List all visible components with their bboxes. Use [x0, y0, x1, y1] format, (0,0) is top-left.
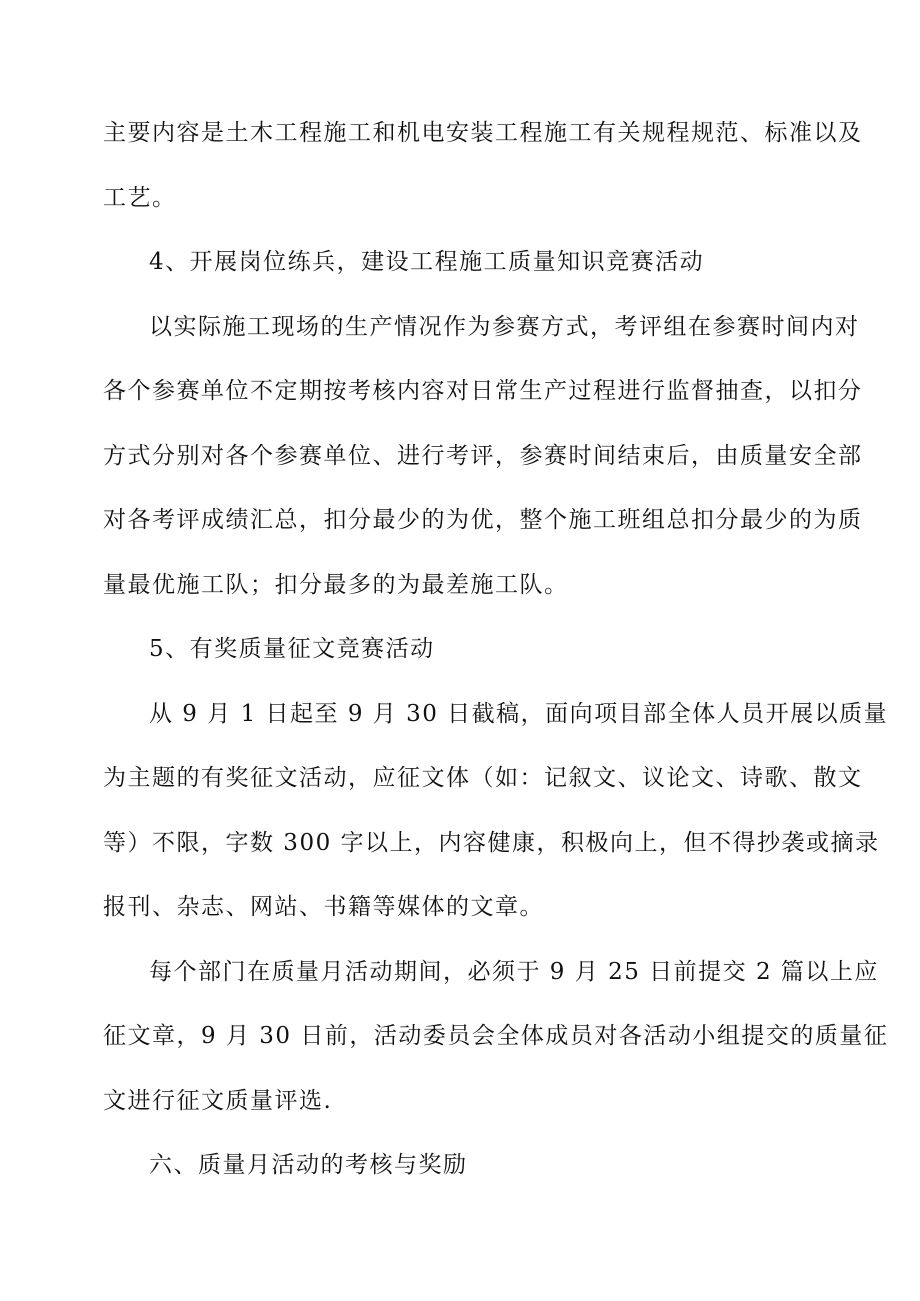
paragraph-line: 主要内容是土木工程施工和机电安装工程施工有关规程规范、标准以及	[103, 120, 863, 146]
paragraph-line: 征文章，9 月 30 日前，活动委员会全体成员对各活动小组提交的质量征	[103, 1023, 889, 1049]
paragraph-line: 各个参赛单位不定期按考核内容对日常生产过程进行监督抽查，以扣分	[103, 378, 863, 404]
paragraph-line: 工艺。	[103, 185, 177, 211]
section-heading: 六、质量月活动的考核与奖励	[149, 1152, 468, 1178]
paragraph-line: 方式分别对各个参赛单位、进行考评，参赛时间结束后，由质量安全部	[103, 443, 863, 469]
paragraph-line: 从 9 月 1 日起至 9 月 30 日截稿，面向项目部全体人员开展以质量	[149, 701, 889, 727]
paragraph-line: 对各考评成绩汇总，扣分最少的为优，整个施工班组总扣分最少的为质	[103, 507, 863, 533]
paragraph-line: 以实际施工现场的生产情况作为参赛方式，考评组在参赛时间内对	[149, 314, 860, 340]
paragraph-line: 量最优施工队；扣分最多的为最差施工队。	[103, 572, 569, 598]
section-heading: 5、有奖质量征文竞赛活动	[149, 636, 435, 662]
paragraph-line: 等）不限，字数 300 字以上，内容健康，积极向上，但不得抄袭或摘录	[103, 830, 880, 856]
paragraph-line: 文进行征文质量评选.	[103, 1088, 333, 1114]
paragraph-line: 为主题的有奖征文活动，应征文体（如：记叙文、议论文、诗歌、散文	[103, 765, 863, 791]
paragraph-line: 每个部门在质量月活动期间，必须于 9 月 25 日前提交 2 篇以上应	[149, 959, 879, 985]
section-heading: 4、开展岗位练兵，建设工程施工质量知识竞赛活动	[149, 249, 705, 275]
paragraph-line: 报刊、杂志、网站、书籍等媒体的文章。	[103, 894, 544, 920]
